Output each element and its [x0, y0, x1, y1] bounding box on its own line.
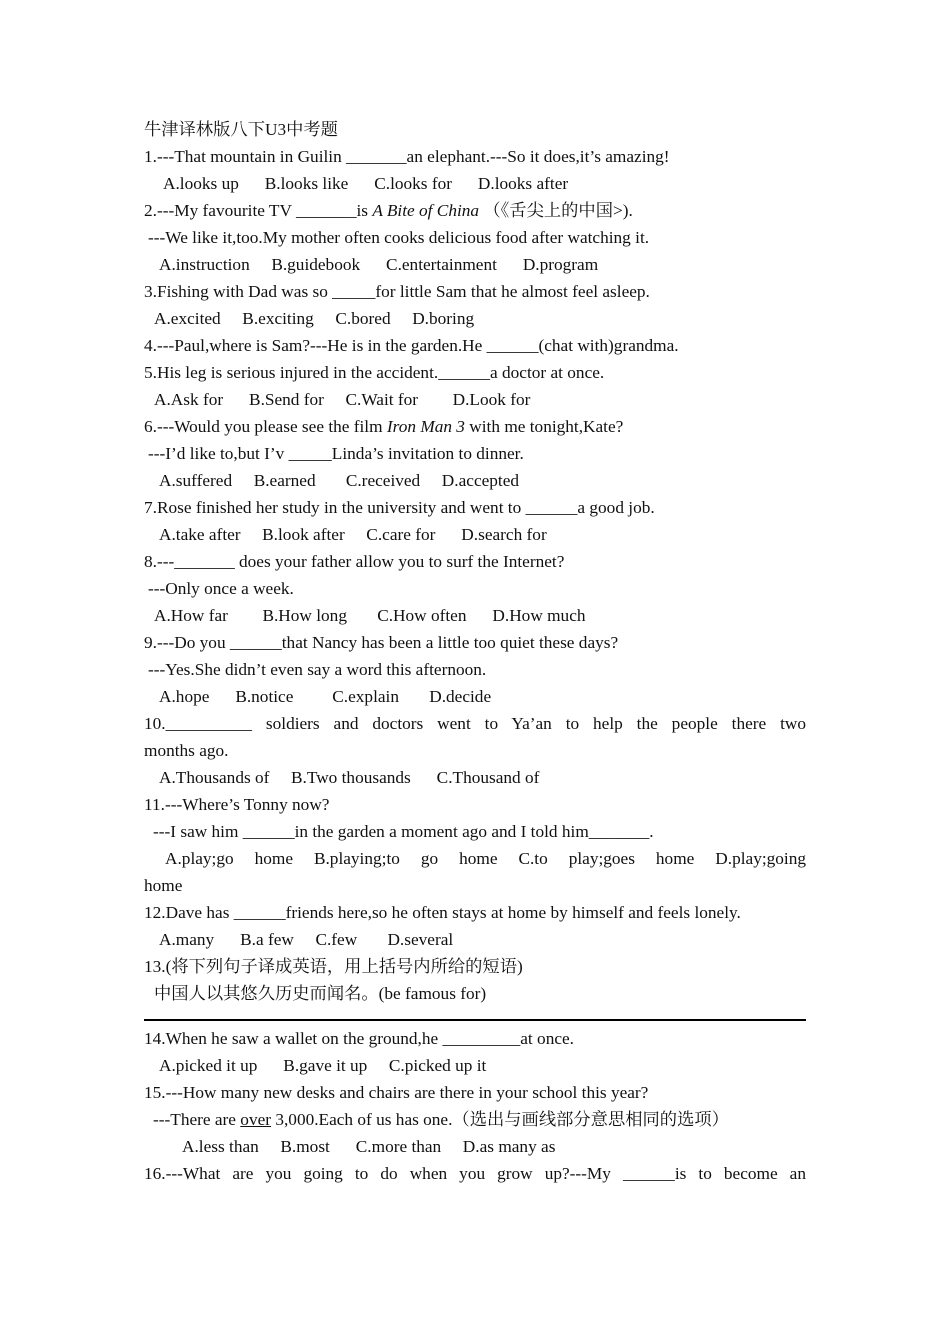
film-title: Iron Man 3: [386, 417, 465, 436]
question-10-options: A.Thousands of B.Two thousands C.Thousand of: [159, 768, 540, 787]
question-5-options: A.Ask for B.Send for C.Wait for D.Look for: [154, 390, 531, 409]
question-13-sentence: 中国人以其悠久历史而闻名。(be famous for): [154, 984, 487, 1003]
question-11: 11.---Where’s Tonny now?: [144, 795, 330, 814]
question-9-reply: ---Yes.She didn’t even say a word this afternoon.: [148, 660, 487, 679]
question-2: 2.---My favourite TV _______is A Bite of China （《舌尖上的中国>).: [144, 201, 633, 220]
question-5: 5.His leg is serious injured in the accident.______a doctor at once.: [144, 363, 605, 382]
question-15-options: A.less than B.most C.more than D.as many as: [182, 1137, 556, 1156]
question-6-options: A.suffered B.earned C.received D.accepted: [159, 471, 520, 490]
question-11-options: A.play;go home B.playing;to go home C.to play;goes home D.play;going: [165, 849, 806, 868]
question-16: 16.---What are you going to do when you grow up?---My ______is to become an: [144, 1164, 806, 1183]
question-7: 7.Rose finished her study in the university and went to ______a good job.: [144, 498, 655, 517]
question-14-options: A.picked it up B.gave it up C.picked up it: [159, 1056, 487, 1075]
question-6-reply: ---I’d like to,but I’v _____Linda’s invitation to dinner.: [148, 444, 524, 463]
question-2-options: A.instruction B.guidebook C.entertainment D.program: [159, 255, 599, 274]
question-1: 1.---That mountain in Guilin _______an elephant.---So it does,it’s amazing!: [144, 147, 670, 166]
question-2-reply: ---We like it,too.My mother often cooks delicious food after watching it.: [148, 228, 650, 247]
question-9-options: A.hope B.notice C.explain D.decide: [159, 687, 492, 706]
question-1-options: A.looks up B.looks like C.looks for D.looks after: [163, 174, 569, 193]
answer-line: [144, 1019, 806, 1021]
question-11-reply: ---I saw him ______in the garden a moment ago and I told him_______.: [153, 822, 654, 841]
question-6: 6.---Would you please see the film Iron Man 3 with me tonight,Kate?: [144, 417, 624, 436]
question-12: 12.Dave has ______friends here,so he often stays at home by himself and feels lonely.: [144, 903, 741, 922]
tv-show-title: A Bite of China: [372, 201, 480, 220]
document-title: 牛津译林版八下U3中考题: [144, 120, 338, 139]
question-8: 8.---_______ does your father allow you to surf the Internet?: [144, 552, 565, 571]
question-8-options: A.How far B.How long C.How often D.How much: [154, 606, 586, 625]
document-body: [144, 116, 806, 1187]
question-4: 4.---Paul,where is Sam?---He is in the garden.He ______(chat with)grandma.: [144, 336, 679, 355]
question-13: 13.(将下列句子译成英语，用上括号内所给的短语): [144, 957, 523, 976]
question-7-options: A.take after B.look after C.care for D.search for: [159, 525, 547, 544]
question-8-reply: ---Only once a week.: [148, 579, 294, 598]
question-15-reply: ---There are over 3,000.Each of us has one.（选出与画线部分意思相同的选项）: [153, 1110, 729, 1129]
question-14: 14.When he saw a wallet on the ground,he _________at once.: [144, 1029, 574, 1048]
question-10: 10.__________ soldiers and doctors went to Ya’an to help the people there two: [144, 714, 806, 733]
question-10-continuation: months ago.: [144, 741, 229, 760]
question-3: 3.Fishing with Dad was so _____for little Sam that he almost feel asleep.: [144, 282, 650, 301]
question-9: 9.---Do you ______that Nancy has been a little too quiet these days?: [144, 633, 619, 652]
question-15: 15.---How many new desks and chairs are there in your school this year?: [144, 1083, 649, 1102]
question-12-options: A.many B.a few C.few D.several: [159, 930, 454, 949]
question-3-options: A.excited B.exciting C.bored D.boring: [154, 309, 475, 328]
underlined-word: over: [240, 1110, 272, 1129]
question-11-options-continuation: home: [144, 876, 183, 895]
